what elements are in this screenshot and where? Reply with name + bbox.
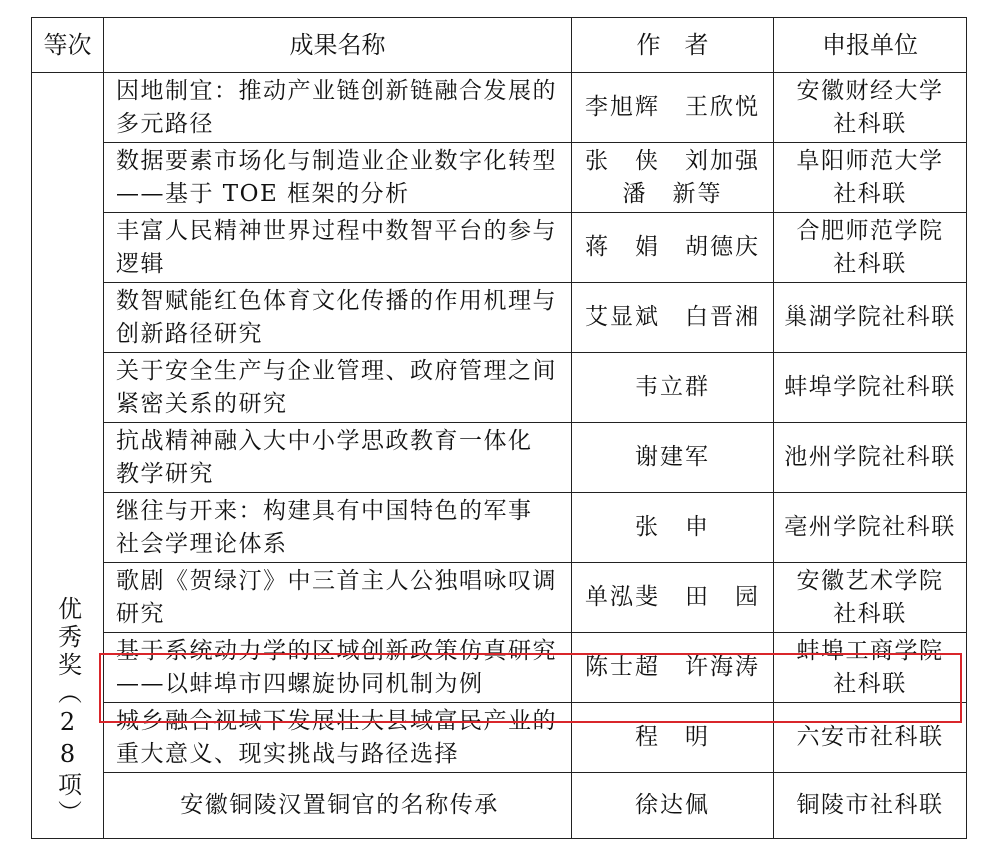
unit-cell: 蚌埠学院社科联: [774, 353, 967, 423]
title-cell: [104, 633, 572, 703]
table-row: [32, 143, 967, 213]
authors-cell: 陈士超 许海涛: [572, 633, 774, 703]
title-line-1: 抗战精神融入大中小学思政教育一体化: [116, 427, 533, 454]
title-line-2: 重大意义、现实挑战与路径选择: [116, 740, 459, 767]
title-cell: [104, 353, 572, 423]
table-row: [32, 773, 967, 839]
title-line-1: 继往与开来：构建具有中国特色的军事: [116, 497, 533, 524]
title-cell: [104, 143, 572, 213]
unit-line-2: 社科联: [833, 250, 907, 277]
title-cell: [104, 283, 572, 353]
title-cell: [104, 213, 572, 283]
awards-table: [31, 17, 967, 839]
title-line-1: 丰富人民精神世界过程中数智平台的参与: [116, 217, 557, 244]
title-cell: [104, 423, 572, 493]
title-line-2: 多元路径: [116, 110, 214, 137]
table-row: [32, 703, 967, 773]
unit-cell: 铜陵市社科联: [774, 773, 967, 839]
authors-cell: 张 侠 刘加强 潘 新等: [572, 143, 774, 213]
table-row-highlighted: [32, 633, 967, 703]
header-rank: 等次: [32, 18, 104, 73]
unit-cell: [774, 213, 967, 283]
table-row: [32, 213, 967, 283]
rank-label: 优秀奖（28项）: [53, 596, 82, 828]
header-row: [32, 18, 967, 73]
title-line-1: 城乡融合视域下发展壮大县域富民产业的: [116, 707, 557, 734]
title-cell: 安徽铜陵汉置铜官的名称传承: [104, 773, 572, 839]
title-line-2: 创新路径研究: [116, 320, 263, 347]
authors-cell: 程 明: [572, 703, 774, 773]
title-cell: [104, 73, 572, 143]
unit-line-1: 阜阳师范大学: [796, 147, 944, 174]
authors-cell: 单泓斐 田 园: [572, 563, 774, 633]
unit-cell: 池州学院社科联: [774, 423, 967, 493]
title-line-2: ——以蚌埠市四螺旋协同机制为例: [116, 670, 484, 697]
authors-cell: 徐达佩: [572, 773, 774, 839]
unit-line-1: 合肥师范学院: [796, 217, 944, 244]
title-line-1: 数据要素市场化与制造业企业数字化转型: [116, 147, 557, 174]
unit-cell: 六安市社科联: [774, 703, 967, 773]
title-line-2: 社会学理论体系: [116, 530, 288, 557]
rank-cell: [32, 73, 104, 839]
unit-line-2: 社科联: [833, 110, 907, 137]
authors-cell: 蒋 娟 胡德庆: [572, 213, 774, 283]
title-line-2: ——基于 TOE 框架的分析: [116, 180, 410, 207]
title-line-1: 歌剧《贺绿汀》中三首主人公独唱咏叹调: [116, 567, 557, 594]
unit-line-2: 社科联: [833, 180, 907, 207]
title-line-2: 研究: [116, 600, 165, 627]
authors-cell: 韦立群: [572, 353, 774, 423]
title-cell: [104, 563, 572, 633]
title-line-1: 基于系统动力学的区域创新政策仿真研究: [116, 637, 557, 664]
title-line-2: 逻辑: [116, 250, 165, 277]
authors-cell: 李旭辉 王欣悦: [572, 73, 774, 143]
authors-cell: 艾显斌 白晋湘: [572, 283, 774, 353]
unit-line-1: 安徽财经大学: [796, 77, 944, 104]
title-cell: [104, 493, 572, 563]
unit-cell: 巢湖学院社科联: [774, 283, 967, 353]
unit-line-1: 安徽艺术学院: [796, 567, 944, 594]
title-line-1: 关于安全生产与企业管理、政府管理之间: [116, 357, 557, 384]
unit-cell: 亳州学院社科联: [774, 493, 967, 563]
unit-line-2: 社科联: [833, 600, 907, 627]
authors-cell: 张 申: [572, 493, 774, 563]
title-cell: [104, 703, 572, 773]
table-row: [32, 423, 967, 493]
header-unit: 申报单位: [774, 18, 967, 73]
title-line-2: 紧密关系的研究: [116, 390, 288, 417]
header-title: 成果名称: [104, 18, 572, 73]
table-row: [32, 563, 967, 633]
table-row: [32, 493, 967, 563]
title-line-1: 数智赋能红色体育文化传播的作用机理与: [116, 287, 557, 314]
unit-cell: [774, 143, 967, 213]
unit-cell: [774, 73, 967, 143]
title-line-2: 教学研究: [116, 460, 214, 487]
table-row: [32, 283, 967, 353]
unit-cell: [774, 633, 967, 703]
table-row: [32, 353, 967, 423]
header-authors: 作 者: [572, 18, 774, 73]
unit-cell: [774, 563, 967, 633]
unit-line-2: 社科联: [833, 670, 907, 697]
authors-cell: 谢建军: [572, 423, 774, 493]
table-row: [32, 73, 967, 143]
title-line-1: 因地制宜：推动产业链创新链融合发展的: [116, 77, 557, 104]
unit-line-1: 蚌埠工商学院: [796, 637, 944, 664]
